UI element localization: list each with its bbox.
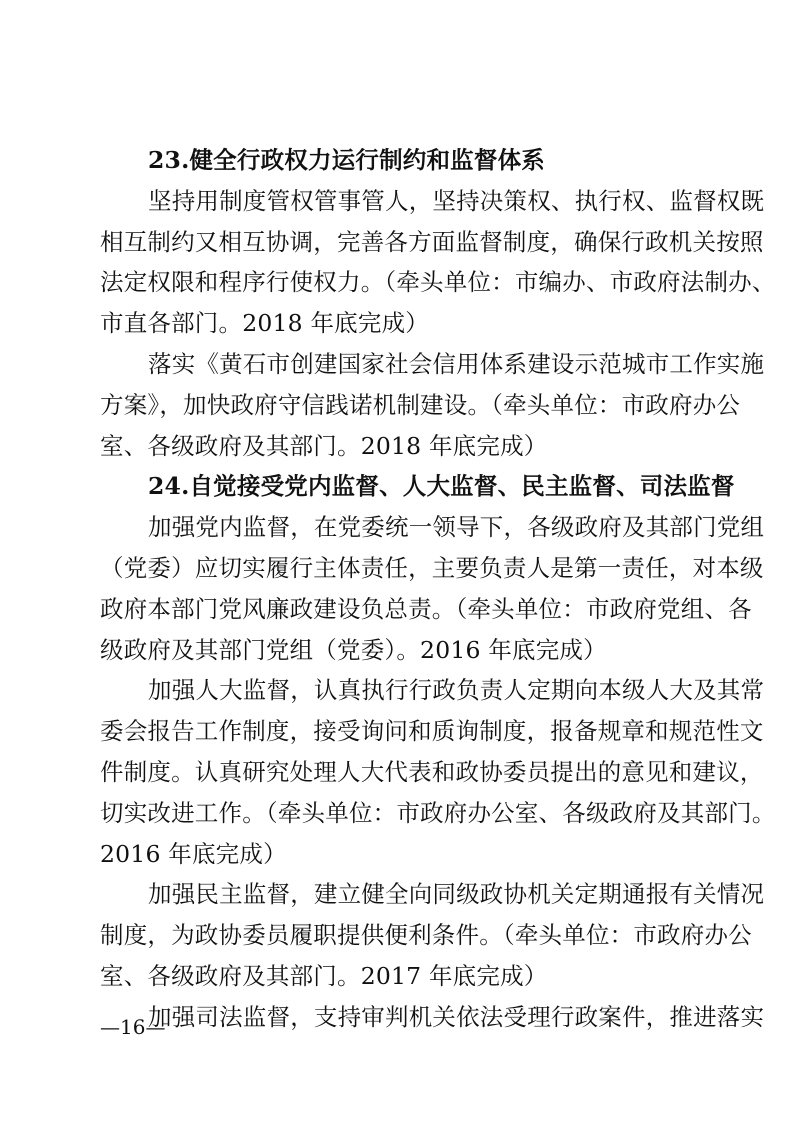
paragraph-line: 切实改进工作。（牵头单位：市政府办公室、各级政府及其部门。 <box>100 799 776 827</box>
paragraph-line: （党委）应切实履行主体责任，主要负责人是第一责任，对本级 <box>100 554 764 582</box>
paragraph-line: 加强民主监督，建立健全向同级政协机关定期通报有关情况 <box>148 880 765 908</box>
paragraph-line: 相互制约又相互协调，完善各方面监督制度，确保行政机关按照 <box>100 228 764 256</box>
paragraph-line: 委会报告工作制度，接受询问和质询制度，报备规章和规范性文 <box>100 717 764 745</box>
paragraph-line: 方案》，加快政府守信践诺机制建设。（牵头单位：市政府办公 <box>100 391 741 419</box>
paragraph-line: 件制度。认真研究处理人大代表和政协委员提出的意见和建议， <box>100 758 764 786</box>
paragraph-line: 级政府及其部门党组（党委）。2016 年底完成） <box>100 636 607 664</box>
section-heading-24: 24.自觉接受党内监督、人大监督、民主监督、司法监督 <box>148 472 735 500</box>
paragraph-line: 制度，为政协委员履职提供便利条件。（牵头单位：市政府办公 <box>100 921 752 949</box>
paragraph-line: 坚持用制度管权管事管人，坚持决策权、执行权、监督权既 <box>148 187 765 215</box>
section-heading-23: 23.健全行政权力运行制约和监督体系 <box>148 146 545 174</box>
paragraph-line: 落实《黄石市创建国家社会信用体系建设示范城市工作实施 <box>148 350 765 378</box>
paragraph-line: 市直各部门。2018 年底完成） <box>100 309 429 337</box>
paragraph-line: 室、各级政府及其部门。2017 年底完成） <box>100 962 548 990</box>
paragraph-line: 室、各级政府及其部门。2018 年底完成） <box>100 432 548 460</box>
page-number: —16— <box>100 1015 166 1039</box>
paragraph-line: 加强党内监督，在党委统一领导下，各级政府及其部门党组 <box>148 513 765 541</box>
paragraph-line: 加强司法监督，支持审判机关依法受理行政案件，推进落实 <box>148 1003 765 1031</box>
paragraph-line: 2016 年底完成） <box>100 840 287 868</box>
paragraph-line: 加强人大监督，认真执行行政负责人定期向本级人大及其常 <box>148 676 765 704</box>
paragraph-line: 法定权限和程序行使权力。（牵头单位：市编办、市政府法制办、 <box>100 268 776 296</box>
paragraph-line: 政府本部门党风廉政建设负总责。（牵头单位：市政府党组、各 <box>100 595 752 623</box>
